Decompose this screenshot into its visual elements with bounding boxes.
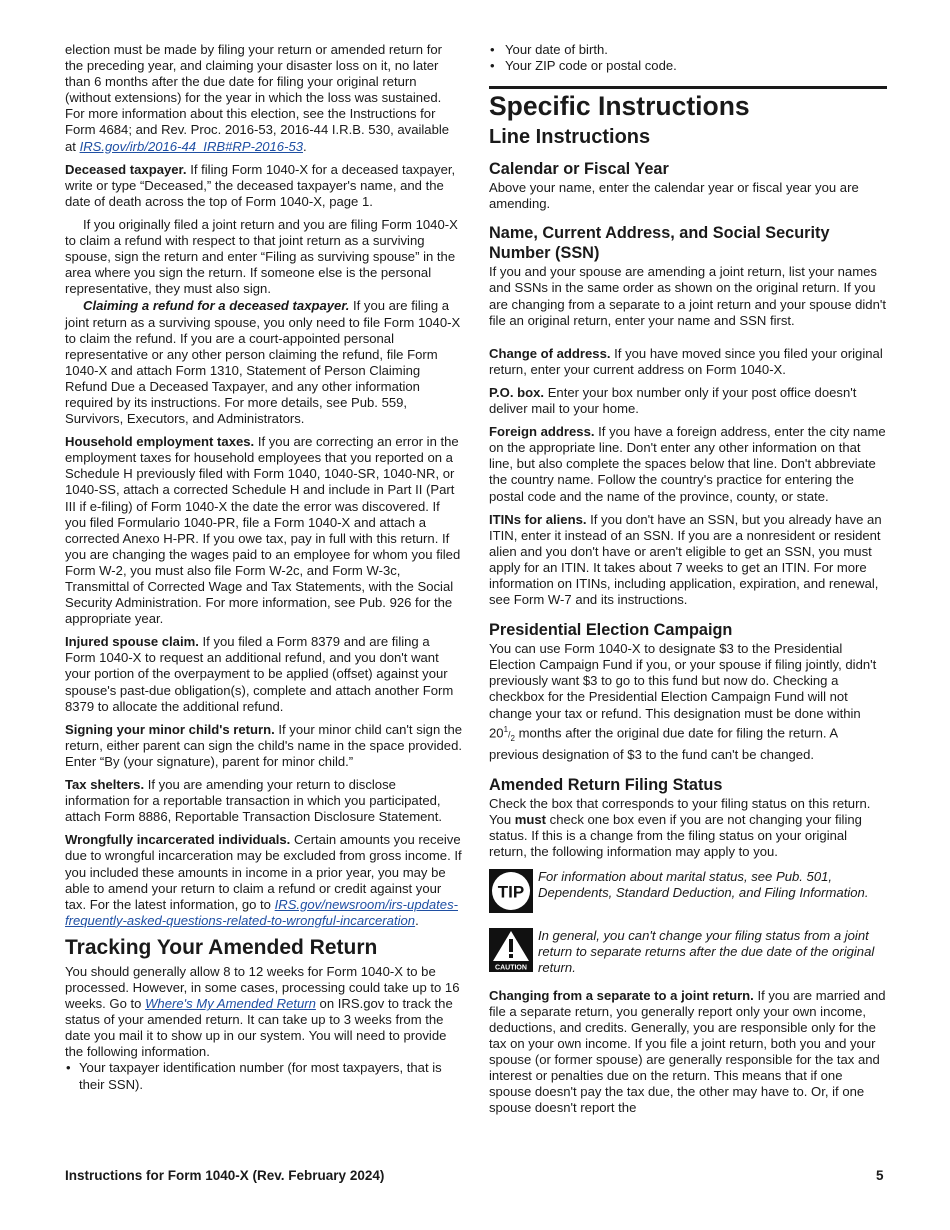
left-column (65, 42, 463, 1093)
changing-to-joint-title: Changing from a separate to a joint return. (489, 987, 754, 1003)
calendar-paragraph: Above your name, enter the calendar year or fiscal year you are amending. (489, 180, 859, 212)
footer-title: Instructions for Form 1040-X (Rev. February 2024) (65, 1168, 385, 1183)
wrongful-incarceration-paragraph: Wrongfully incarcerated individuals. Certain amounts you receive due to wrongful incarceration may be excluded from gross income. If you included these amounts in income in a prior year, you may be able to amend your return to claim a refund or credit against your tax. For the latest information, go to IRS.gov/newsroom/irs-updates-frequently-asked-questions-related-to-wrongful-incarceration. (65, 832, 462, 928)
tip-text: For information about marital status, see Pub. 501, Dependents, Standard Deduction, and Filing Information. (538, 869, 869, 901)
caution-text: In general, you can't change your filing status from a joint return to separate returns after the due date of the original return. (538, 928, 875, 976)
deceased-taxpayer-paragraph: Deceased taxpayer. If filing Form 1040-X for a deceased taxpayer, write or type “Deceased,” the deceased taxpayer's name, and the date of death across the top of Form 1040-X, page 1. (65, 161, 456, 209)
bullet-tin: • Your taxpayer identification number (for most taxpayers, that is their SSN). (65, 1060, 463, 1092)
tip-icon (489, 869, 533, 917)
change-of-address-paragraph: Change of address. If you have moved since you filed your original return, enter your current address on Form 1040-X. (489, 345, 883, 377)
caution-note (489, 928, 887, 976)
bullet-zip-code: • Your ZIP code or postal code. (489, 58, 887, 74)
household-employment-title: Household employment taxes. (65, 434, 255, 450)
right-column (489, 42, 887, 1123)
minor-child-paragraph: Signing your minor child's return. If your minor child can't sign the return, either parent can sign the child's name in the space provided. Enter “By (your signature), parent for minor child.” (65, 721, 463, 769)
caution-icon-label: CAUTION (495, 964, 527, 972)
tip-icon-label: TIP (497, 882, 525, 902)
page-number: 5 (876, 1168, 884, 1183)
section-rule (489, 86, 887, 89)
wheres-my-amended-return-link[interactable]: Where's My Amended Return (145, 996, 316, 1012)
tax-shelters-paragraph: Tax shelters. If you are amending your return to disclose information for a reportable transaction in which you participated, attach Form 8886, Reportable Transaction Disclosure Statement. (65, 777, 442, 825)
line-instructions-heading: Line Instructions (489, 126, 651, 149)
name-address-ssn-heading: Name, Current Address, and Social Security Number (SSN) (489, 224, 830, 263)
filing-status-heading: Amended Return Filing Status (489, 775, 723, 794)
caution-icon (489, 928, 533, 976)
minor-child-title: Signing your minor child's return. (65, 721, 275, 737)
foreign-address-title: Foreign address. (489, 424, 595, 440)
joint-return-paragraph: If you originally filed a joint return and you are filing Form 1040-X to claim a refund with respect to that joint return as a surviving spouse, sign the return and enter “Filing as surviving spouse” in the area where you sign the return. If someone else is the personal representative, they must also sign. (65, 216, 458, 297)
change-of-address-title: Change of address. (489, 345, 611, 361)
claiming-refund-title: Claiming a refund for a deceased taxpayer. (83, 298, 350, 314)
wrongful-incarceration-title: Wrongfully incarcerated individuals. (65, 832, 291, 848)
name-address-ssn-paragraph: If you and your spouse are amending a joint return, list your names and SSNs in the same order as shown on the original return. If you are changing from a separate to a joint return and your spouse didn't file an original return, enter your name and SSN first. (489, 264, 887, 328)
election-paragraph: election must be made by filing your return or amended return for the preceding year, and claiming your disaster loss on it, no later than 6 months after the due date for filing your original return (without extensions) for the year in which the loss was sustained. For more information about this election, see the Instructions for Form 4684; and Rev. Proc. 2016-53, 2016-44 I.R.B. 530, available at IRS.gov/irb/2016-44_IRB#RP-2016-53. (65, 42, 450, 154)
tracking-heading: Tracking Your Amended Return (65, 935, 378, 959)
foreign-address-paragraph: Foreign address. If you have a foreign address, enter the city name on the appropriate line. Don't enter any other information on that line, but also complete the spaces below that line. Don't abbreviate the country name. Follow the country's practice for entering the postal code and the name of the province, county, or state. (489, 424, 886, 504)
presidential-election-heading: Presidential Election Campaign (489, 621, 733, 640)
po-box-paragraph: P.O. box. Enter your box number only if your post office doesn't deliver mail to your home. (489, 384, 857, 417)
injured-spouse-paragraph: Injured spouse claim. If you filed a Form 8379 and are filing a Form 1040-X to request an additional refund, and you don't want your portion of the overpayment to be applied (offset) against your spouse's past-due obligation(s), complete and attach another Form 8379 to allocate the additional refund. (65, 634, 454, 714)
tax-shelters-title: Tax shelters. (65, 777, 145, 793)
irb-link[interactable]: IRS.gov/irb/2016-44_IRB#RP-2016-53 (79, 138, 304, 154)
filing-status-paragraph: Check the box that corresponds to your filing status on this return. You must check one box even if you are not changing your filing status. If this is a change from the filing status on your original return, the following information may apply to you. (489, 795, 871, 860)
claiming-refund-paragraph: Claiming a refund for a deceased taxpayer. If you are filing a joint return as a surviving spouse, you only need to file Form 1040-X to claim the refund. If you are a court-appointed personal representative or any other person claiming the refund, file Form 1040-X and attach Form 1310, Statement of Person Claiming Refund Due a Deceased Taxpayer, and any other information required by its instructions. For more details, see Pub. 559, Survivors, Executors, and Administrators. (65, 298, 461, 427)
tip-note (489, 869, 887, 917)
itins-paragraph: ITINs for aliens. If you don't have an SSN, but you already have an ITIN, enter it instead of an SSN. If you are a nonresident or resident alien and you don't have or aren't eligible to get an SSN, you must apply for an ITIN. It takes about 7 weeks to get an ITIN. For more information on ITINs, including application, expiration, and renewal, see Form W-7 and its instructions. (489, 511, 882, 608)
household-employment-paragraph: Household employment taxes. If you are correcting an error in the employment taxes for household employees that you reported on a Schedule H previously filed with Form 1040, 1040-SR, 1040-NR, or 1040-SS, attach a corrected Schedule H and include in Part II (Part III if e-filing) of Form 1040-X the date the error was discovered. If you filed Formulario 1040-PR, file a Form 1040-X and attach a corrected Anexo H-PR. If you owe tax, pay in full with this return. If you are changing the wages paid to an employee for whom you filed Form W-2, you must also file Form W-2c, and Form W-3c, Transmittal of Corrected Wage and Tax Statements, with the Social Security Administration. For more information, see Pub. 926 for the appropriate year. (65, 434, 461, 627)
deceased-taxpayer-title: Deceased taxpayer. (65, 161, 187, 177)
bullet-date-of-birth: • Your date of birth. (489, 42, 887, 58)
calendar-heading: Calendar or Fiscal Year (489, 160, 669, 179)
po-box-title: P.O. box. (489, 384, 545, 400)
tracking-paragraph: You should generally allow 8 to 12 weeks for Form 1040-X to be processed. However, in some cases, processing could take up to 16 weeks. Go to Where's My Amended Return on IRS.gov to track the status of your amended return. It can take up to 3 weeks from the date you mail it to show up in our system. You will need to provide the following information. (65, 963, 460, 1060)
specific-instructions-heading: Specific Instructions (489, 91, 750, 122)
injured-spouse-title: Injured spouse claim. (65, 634, 199, 650)
itins-title: ITINs for aliens. (489, 511, 587, 527)
wrongful-incarceration-link[interactable]: IRS.gov/newsroom/irs-updates-frequently-asked-questions-related-to-wrongful-incarceration (65, 896, 458, 928)
presidential-election-paragraph: You can use Form 1040-X to designate $3 to the Presidential Election Campaign Fund if you, or your spouse if filing jointly, didn't previously want $3 to go to this fund but now do. Checking a checkbox for the Presidential Election Campaign Fund will not change your tax or refund. This designation must be done within $20^1/_2$ months after the original due date for filing the return. A previous designation of $3 to the fund can't be changed. (489, 641, 877, 762)
changing-to-joint-paragraph: Changing from a separate to a joint return. If you are married and file a separate return, you generally report only your own income, deductions, and credits. Generally, you are responsible only for the tax on your own income. If you file a joint return, both you and your spouse (or former spouse) are generally responsible for the tax and interest or penalties due on the return. This means that if one spouse doesn't pay the tax due, the other may have to. Or, if one spouse doesn't report the (489, 987, 886, 1116)
